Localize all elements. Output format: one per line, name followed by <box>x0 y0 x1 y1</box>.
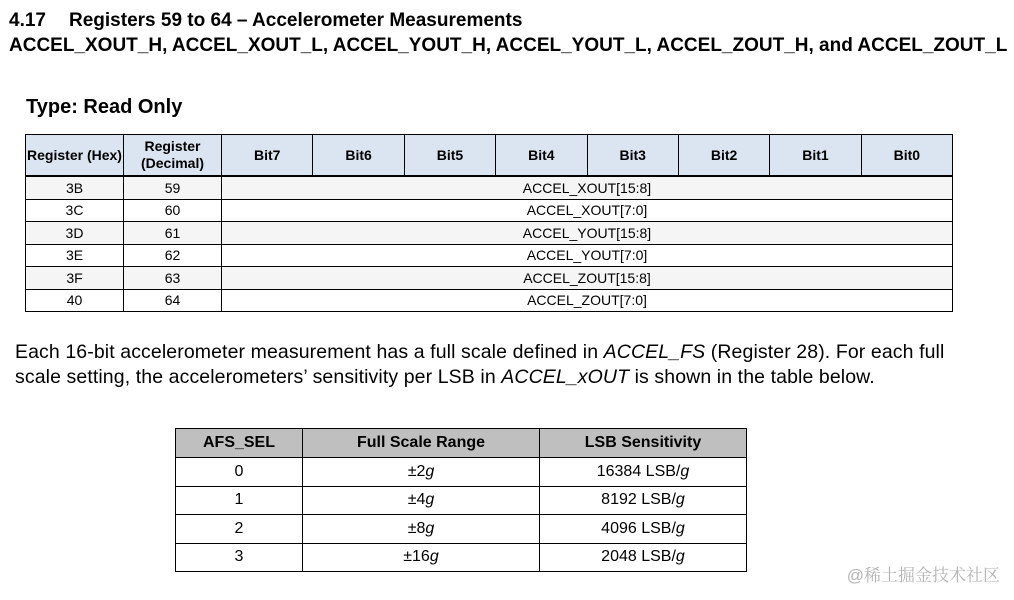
paragraph-text: (Register 28). For each full scale setting, the accelerometers’ sensitivity per LSB in <box>15 341 945 388</box>
register-field-cell: ACCEL_ZOUT[7:0] <box>222 289 953 312</box>
range-cell: ±4g <box>303 486 540 515</box>
register-hex-cell: 3F <box>26 267 124 290</box>
paragraph-text: is shown in the table below. <box>629 366 875 388</box>
register-field-cell: ACCEL_YOUT[15:8] <box>222 222 953 245</box>
register-field-cell: ACCEL_ZOUT[15:8] <box>222 267 953 290</box>
register-table <box>25 134 953 312</box>
afs-sel-cell: 2 <box>176 515 303 544</box>
sensitivity-cell: 8192 LSB/g <box>540 486 747 515</box>
register-dec-cell: 60 <box>124 199 222 222</box>
register-hex-cell: 3D <box>26 222 124 245</box>
afs-table-header-row <box>176 429 747 458</box>
header-bit6: Bit6 <box>313 135 404 177</box>
register-field-cell: ACCEL_YOUT[7:0] <box>222 244 953 267</box>
description-paragraph <box>15 340 990 390</box>
table-row <box>176 458 747 487</box>
register-dec-cell: 64 <box>124 289 222 312</box>
afs-sel-cell: 1 <box>176 486 303 515</box>
header-bit2: Bit2 <box>678 135 769 177</box>
section-subtitle: ACCEL_XOUT_H, ACCEL_XOUT_L, ACCEL_YOUT_H, ACCEL_YOUT_L, ACCEL_ZOUT_H, and ACCEL_ZOUT_L <box>9 35 1008 56</box>
section-heading <box>9 8 1009 58</box>
register-field-cell: ACCEL_XOUT[7:0] <box>222 199 953 222</box>
register-hex-cell: 40 <box>26 289 124 312</box>
register-hex-cell: 3B <box>26 176 124 199</box>
watermark: @稀土掘金技术社区 <box>846 566 1000 585</box>
register-table-header-row <box>26 135 953 177</box>
sensitivity-cell: 16384 LSB/g <box>540 458 747 487</box>
accel-xout-term: ACCEL_xOUT <box>501 366 630 388</box>
table-row <box>176 486 747 515</box>
header-bit7: Bit7 <box>222 135 313 177</box>
header-bit5: Bit5 <box>404 135 495 177</box>
header-bit4: Bit4 <box>496 135 587 177</box>
header-full-scale-range: Full Scale Range <box>303 429 540 458</box>
table-row <box>26 244 953 267</box>
afs-sel-cell: 0 <box>176 458 303 487</box>
header-bit1: Bit1 <box>770 135 861 177</box>
register-hex-cell: 3C <box>26 199 124 222</box>
register-dec-cell: 61 <box>124 222 222 245</box>
header-bit3: Bit3 <box>587 135 678 177</box>
header-bit0: Bit0 <box>861 135 952 177</box>
section-title-line <box>9 8 1009 33</box>
table-row <box>26 199 953 222</box>
paragraph-text: Each 16-bit accelerometer measurement has a full scale defined in <box>15 341 604 363</box>
table-row <box>26 267 953 290</box>
table-row <box>176 543 747 572</box>
table-row <box>26 289 953 312</box>
register-hex-cell: 3E <box>26 244 124 267</box>
afs-sel-table <box>175 428 747 572</box>
table-row <box>26 176 953 199</box>
range-cell: ±2g <box>303 458 540 487</box>
register-field-cell: ACCEL_XOUT[15:8] <box>222 176 953 199</box>
header-register-decimal: Register (Decimal) <box>124 135 222 177</box>
table-row <box>176 515 747 544</box>
range-cell: ±8g <box>303 515 540 544</box>
register-dec-cell: 62 <box>124 244 222 267</box>
accel-fs-term: ACCEL_FS <box>603 341 706 363</box>
sensitivity-cell: 2048 LSB/g <box>540 543 747 572</box>
table-row <box>26 222 953 245</box>
header-afs-sel: AFS_SEL <box>176 429 303 458</box>
type-label: Type: Read Only <box>26 96 183 118</box>
header-lsb-sensitivity: LSB Sensitivity <box>540 429 747 458</box>
register-dec-cell: 63 <box>124 267 222 290</box>
afs-sel-cell: 3 <box>176 543 303 572</box>
header-register-hex: Register (Hex) <box>26 135 124 177</box>
range-cell: ±16g <box>303 543 540 572</box>
register-dec-cell: 59 <box>124 176 222 199</box>
sensitivity-cell: 4096 LSB/g <box>540 515 747 544</box>
section-number: 4.17 <box>9 10 46 31</box>
section-title: Registers 59 to 64 – Accelerometer Measurements <box>69 10 523 31</box>
